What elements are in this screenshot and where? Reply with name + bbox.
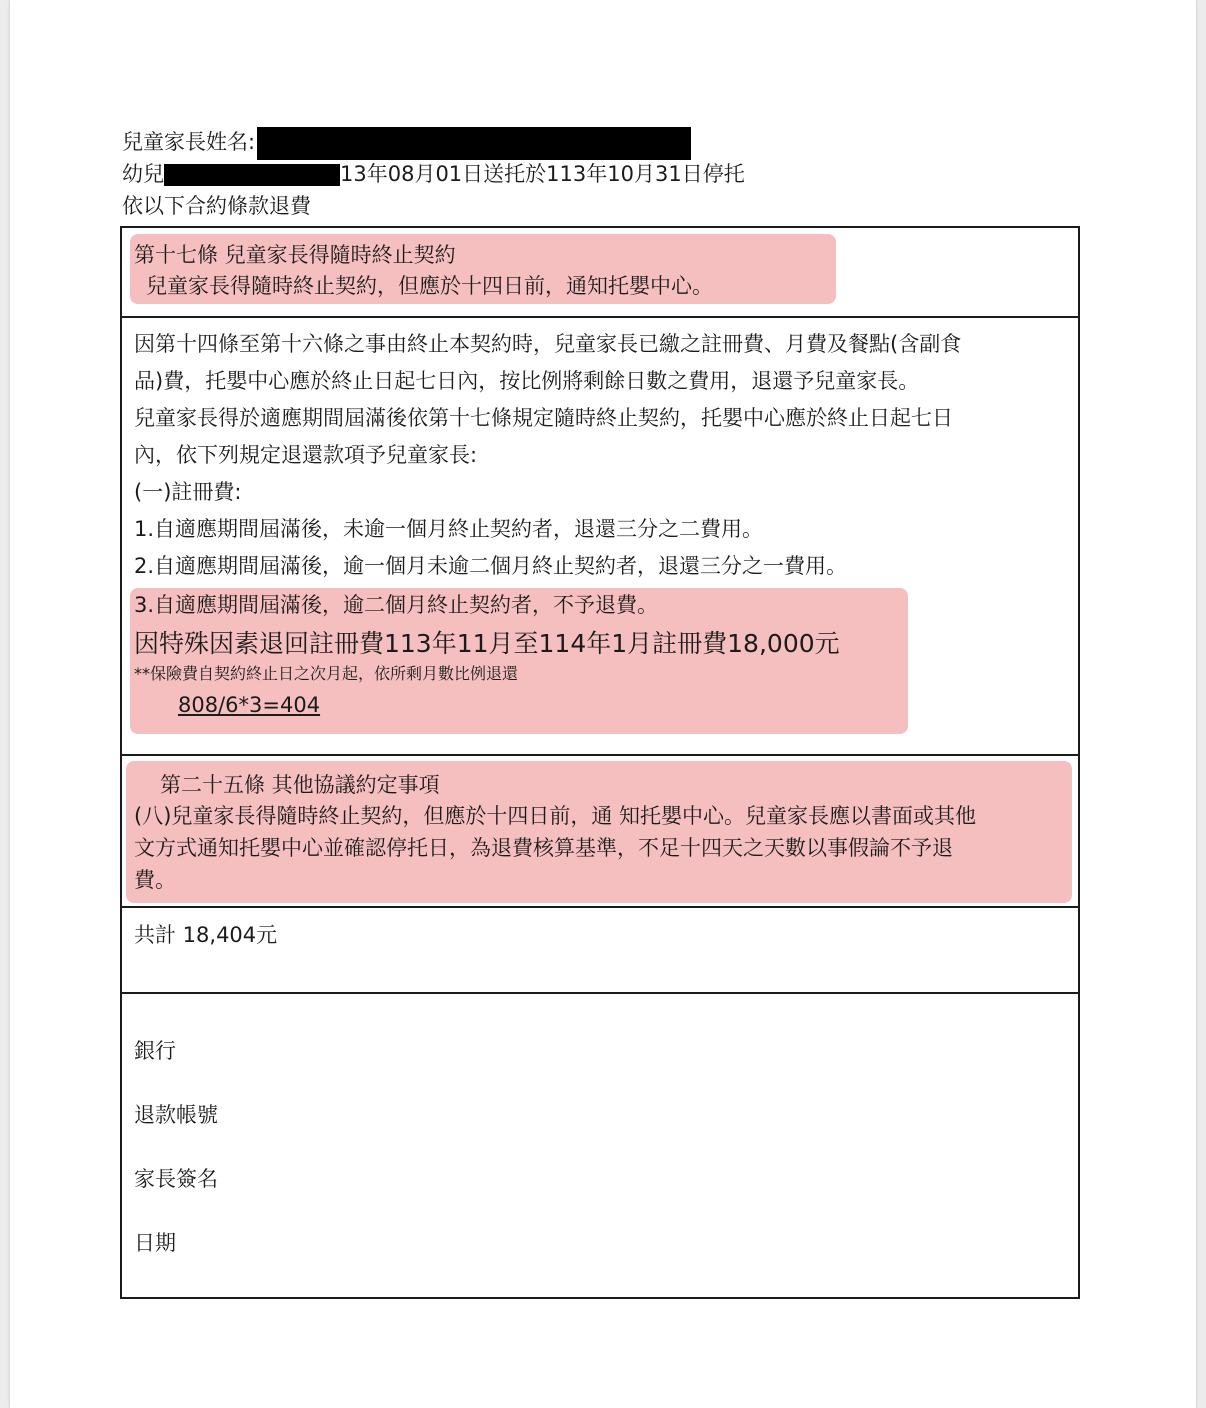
date-label: 日期	[134, 1231, 176, 1255]
intro-text: 依以下合約條款退費	[122, 194, 311, 218]
refund-terms-row	[122, 316, 1078, 754]
terms-line: 內，依下列規定退還款項予兒童家長:	[134, 443, 478, 467]
total-amount: 共計 18,404元	[134, 923, 278, 947]
article17-row	[122, 228, 1078, 316]
terms-line: 1.自適應期間屆滿後，未逾一個月終止契約者，退還三分之二費用。	[134, 517, 764, 541]
child-dates: 13年08月01日送托於113年10月31日停托	[340, 162, 745, 186]
terms-line: 兒童家長得於適應期間屆滿後依第十七條規定隨時終止契約，托嬰中心應於終止日起七日	[134, 406, 953, 430]
article25-text	[134, 800, 1064, 896]
bank-label: 銀行	[134, 1039, 176, 1063]
redacted-child-name	[164, 164, 340, 186]
special-refund: 因特殊因素退回註冊費113年11月至114年1月註冊費18,000元	[134, 629, 840, 658]
terms-line: 品)費，托嬰中心應於終止日起七日內，按比例將剩餘日數之費用，退還予兒童家長。	[134, 369, 920, 393]
parent-name-line	[122, 126, 745, 158]
parent-name-label: 兒童家長姓名:	[122, 130, 256, 154]
parent-signature-label: 家長簽名	[134, 1167, 218, 1191]
redacted-parent-name	[257, 127, 691, 160]
account-label: 退款帳號	[134, 1103, 218, 1127]
terms-line: 因第十四條至第十六條之事由終止本契約時，兒童家長已繳之註冊費、月費及餐點(含副食	[134, 332, 962, 356]
terms-line: (一)註冊費:	[134, 480, 242, 504]
total-row	[122, 906, 1078, 992]
article17-body: 兒童家長得隨時終止契約，但應於十四日前，通知托嬰中心。	[146, 274, 713, 298]
document-page	[10, 0, 1196, 1408]
insurance-note: **保險費自契約終止日之次月起，依所剩月數比例退還	[134, 664, 519, 683]
article25-row	[122, 754, 1078, 906]
insurance-calculation: 808/6*3=404	[178, 693, 321, 717]
refund-item3: 3.自適應期間屆滿後，逾二個月終止契約者，不予退費。	[134, 593, 659, 617]
refund-terms-text	[134, 326, 1064, 585]
article17-title: 第十七條 兒童家長得隨時終止契約	[134, 243, 456, 267]
refund-table	[120, 226, 1080, 1299]
child-line	[122, 158, 745, 190]
signature-row	[122, 992, 1078, 1299]
child-label: 幼兒	[122, 162, 164, 186]
article25-title: 第二十五條 其他協議約定事項	[160, 773, 440, 797]
document-header	[122, 126, 745, 222]
article25-line: (八)兒童家長得隨時終止契約，但應於十四日前，通 知托嬰中心。兒童家長應以書面或其他	[134, 804, 977, 828]
terms-line: 2.自適應期間屆滿後，逾一個月未逾二個月終止契約者，退還三分之一費用。	[134, 554, 848, 578]
article25-line: 文方式通知托嬰中心並確認停托日，為退費核算基準，不足十四天之天數以事假論不予退	[134, 836, 953, 860]
article25-line: 費。	[134, 868, 176, 892]
